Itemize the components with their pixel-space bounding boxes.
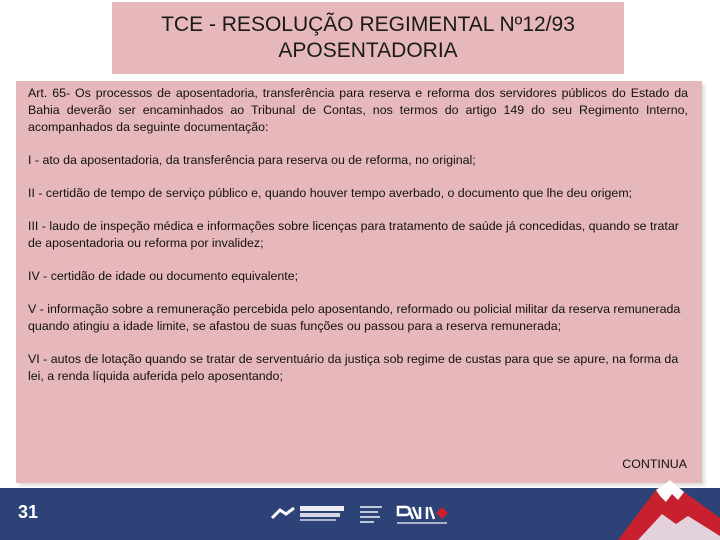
continue-label: CONTINUA — [622, 457, 687, 471]
corner-mountain-graphic — [618, 470, 720, 540]
educar-para-transformar-logo — [270, 504, 346, 524]
slide-title-line2: APOSENTADORIA — [278, 39, 458, 62]
article-paragraph: Art. 65- Os processos de aposentadoria, transferência para reserva e reforma dos servidores públicos do Estado da Bahia deverão ser encaminhados ao Tribunal de Contas, nos termos do artigo 149 do seu Regimento Interno, acompanhados da seguinte documentação: — [28, 86, 688, 134]
item-vi: VI - autos de lotação quando se tratar de serventuário da justiça sob regime de custas para que se apure, na forma da lei, a renda líquida auferida pelo aposentando; — [28, 352, 679, 383]
slide-title-line1: TCE - RESOLUÇÃO REGIMENTAL Nº12/93 — [161, 13, 575, 36]
item-ii: II - certidão de tempo de serviço público e, quando houver tempo averbado, o documento que lhe deu origem; — [28, 186, 633, 200]
secretaria-educacao-logo — [358, 503, 386, 525]
item-iv: IV - certidão de idade ou documento equivalente; — [28, 269, 299, 283]
footer-bar — [0, 488, 720, 540]
title-box — [112, 2, 624, 74]
item-i: I - ato da aposentadoria, da transferência para reserva ou de reforma, no original; — [28, 153, 476, 167]
item-iii: III - laudo de inspeção médica e informações sobre licenças para tratamento de saúde já concedidas, quando se tratar de aposentadoria ou reforma por invalidez; — [28, 219, 679, 250]
item-v: V - informação sobre a remuneração percebida pelo aposentando, reformado ou policial militar da reserva remunerada quando atingiu a idade limite, se afastou de suas funções ou passou para a reserva remunerada; — [28, 302, 681, 333]
content-box — [16, 81, 702, 483]
article-text — [28, 85, 688, 401]
bahia-government-logo — [396, 503, 452, 527]
page-number: 31 — [18, 502, 39, 522]
